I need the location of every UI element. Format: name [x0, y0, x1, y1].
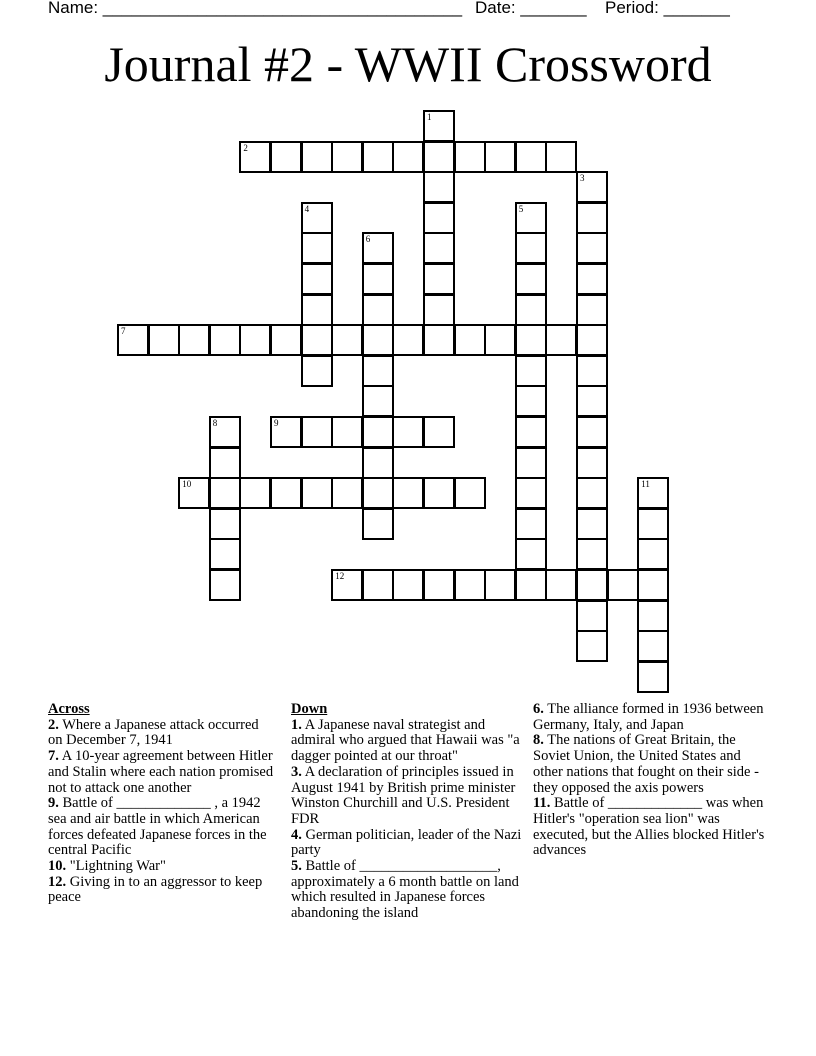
clue-number: 8. [533, 732, 544, 749]
crossword-cell[interactable] [362, 141, 394, 173]
down-clue [291, 718, 526, 765]
crossword-cell[interactable] [362, 355, 394, 387]
crossword-cell[interactable] [423, 294, 455, 326]
crossword-cell[interactable] [484, 324, 516, 356]
crossword-cell[interactable] [637, 508, 669, 540]
crossword-cell[interactable] [515, 355, 547, 387]
down-clue [291, 828, 526, 859]
clue-text: Giving in to an aggressor to keep peace [48, 873, 263, 906]
crossword-cell[interactable] [576, 263, 608, 295]
crossword-cell[interactable] [301, 477, 333, 509]
clue-number: 11. [533, 795, 551, 812]
crossword-cell[interactable] [209, 508, 241, 540]
crossword-cell[interactable] [515, 569, 547, 601]
clue-number: 9. [48, 795, 59, 812]
across-clue [48, 749, 276, 796]
crossword-cell[interactable] [362, 294, 394, 326]
down-heading: Down [291, 701, 328, 717]
crossword-cell[interactable] [576, 447, 608, 479]
crossword-cell[interactable] [301, 263, 333, 295]
crossword-cell[interactable] [301, 202, 333, 234]
crossword-cell[interactable] [301, 324, 333, 356]
crossword-cell[interactable] [331, 477, 363, 509]
crossword-cell[interactable] [576, 630, 608, 662]
crossword-cell[interactable] [637, 600, 669, 632]
crossword-cell[interactable] [209, 477, 241, 509]
crossword-cell[interactable] [362, 447, 394, 479]
crossword-cell[interactable] [576, 508, 608, 540]
across-clues [48, 702, 276, 906]
clue-number: 1 [427, 112, 432, 122]
crossword-cell[interactable] [576, 202, 608, 234]
crossword-cell[interactable] [454, 324, 486, 356]
crossword-cell[interactable] [301, 355, 333, 387]
crossword-cell[interactable] [331, 569, 363, 601]
crossword-cell[interactable] [209, 447, 241, 479]
down-clues-continued [533, 702, 773, 859]
clue-text: Battle of ___________________, approximately a 6 month battle on land which resulted in Japanese forces abandoning the island [291, 858, 519, 922]
crossword-cell[interactable] [515, 416, 547, 448]
crossword-cell[interactable] [484, 569, 516, 601]
crossword-cell[interactable] [392, 477, 424, 509]
crossword-cell[interactable] [270, 477, 302, 509]
clue-number: 4 [304, 203, 310, 214]
clue-text: A declaration of principles issued in August 1941 by British prime minister Winston Churchill and U.S. President FDR [291, 763, 516, 827]
crossword-cell[interactable] [637, 538, 669, 570]
clue-text: Battle of _____________ , a 1942 sea and air battle in which American forces defeated Japanese forces in the central Pacific [48, 795, 267, 859]
date-field-label[interactable]: Date: _______ [475, 0, 587, 17]
clue-text: "Lightning War" [66, 858, 166, 875]
crossword-cell[interactable] [239, 477, 271, 509]
crossword-cell[interactable] [148, 324, 180, 356]
crossword-cell[interactable] [392, 416, 424, 448]
clue-number: 2. [48, 716, 59, 733]
crossword-cell[interactable] [362, 232, 394, 264]
crossword-cell[interactable] [515, 263, 547, 295]
across-clue [48, 718, 276, 749]
crossword-cell[interactable] [301, 141, 333, 173]
crossword-cell[interactable] [270, 324, 302, 356]
crossword-cell[interactable] [515, 324, 547, 356]
clue-number: 3. [291, 763, 302, 780]
clue-number: 7 [121, 326, 126, 337]
down-clue-list-continued [533, 702, 773, 859]
period-field-label[interactable]: Period: _______ [605, 0, 730, 17]
clue-number: 5 [518, 203, 524, 214]
crossword-cell[interactable] [239, 324, 271, 356]
crossword-cell[interactable] [239, 141, 271, 173]
crossword-cell[interactable] [362, 477, 394, 509]
crossword-cell[interactable] [331, 416, 363, 448]
crossword-cell[interactable] [270, 141, 302, 173]
crossword-cell[interactable] [637, 569, 669, 601]
crossword-cell[interactable] [515, 294, 547, 326]
crossword-cell[interactable] [545, 141, 577, 173]
crossword-cell[interactable] [301, 232, 333, 264]
crossword-cell[interactable] [209, 569, 241, 601]
crossword-cell[interactable] [515, 202, 547, 234]
crossword-cell[interactable] [576, 477, 608, 509]
crossword-cell[interactable] [423, 202, 455, 234]
crossword-cell[interactable] [576, 324, 608, 356]
clue-number: 10 [182, 479, 192, 490]
crossword-cell[interactable] [362, 416, 394, 448]
down-clue [291, 765, 526, 828]
crossword-cell[interactable] [576, 538, 608, 570]
clue-number: 6 [365, 234, 371, 245]
crossword-cell[interactable] [454, 477, 486, 509]
down-clue [533, 796, 773, 859]
crossword-cell[interactable] [515, 477, 547, 509]
clue-number: 6. [533, 701, 544, 717]
across-clue-list [48, 718, 276, 906]
down-clues [291, 702, 526, 922]
crossword-cell[interactable] [515, 508, 547, 540]
clue-number: 3 [580, 173, 585, 184]
crossword-cell[interactable] [454, 141, 486, 173]
crossword-cell[interactable] [637, 661, 669, 693]
crossword-cell[interactable] [637, 477, 669, 509]
clue-number: 8 [212, 418, 218, 428]
down-clue-list [291, 718, 526, 922]
crossword-cell[interactable] [576, 294, 608, 326]
crossword-cell[interactable] [392, 324, 424, 356]
crossword-cell[interactable] [209, 324, 241, 356]
clue-text: Battle of _____________ was when Hitler's "operation sea lion" was executed, but the Allies blocked Hitler's advances [533, 795, 765, 859]
clue-number: 2 [243, 142, 248, 153]
clue-number: 12. [48, 873, 67, 890]
crossword-cell[interactable] [178, 324, 210, 356]
crossword-cell[interactable] [423, 477, 455, 509]
clue-text: Where a Japanese attack occurred on December 7, 1941 [48, 716, 259, 749]
crossword-cell[interactable] [362, 385, 394, 417]
crossword-cell[interactable] [576, 416, 608, 448]
clue-number: 1. [291, 716, 302, 733]
crossword-cell[interactable] [423, 324, 455, 356]
crossword-cell[interactable] [423, 232, 455, 264]
crossword-cell[interactable] [301, 294, 333, 326]
crossword-cell[interactable] [423, 141, 455, 173]
crossword-cell[interactable] [454, 569, 486, 601]
crossword-cell[interactable] [545, 569, 577, 601]
crossword-cell[interactable] [484, 141, 516, 173]
crossword-cell[interactable] [362, 263, 394, 295]
clue-number: 9 [274, 418, 279, 428]
page-title: Journal #2 - WWII Crossword [104, 36, 712, 92]
crossword-cell[interactable] [423, 171, 455, 203]
crossword-cell[interactable] [607, 569, 639, 601]
clue-text: A 10-year agreement between Hitler and Stalin where each nation promised not to attack one another [48, 748, 274, 796]
across-heading: Across [48, 701, 90, 717]
across-clue [48, 859, 276, 875]
clue-number: 12 [335, 571, 345, 581]
crossword-cell[interactable] [576, 171, 608, 203]
crossword-cell[interactable] [515, 447, 547, 479]
crossword-cell[interactable] [576, 385, 608, 417]
crossword-cell[interactable] [362, 324, 394, 356]
crossword-cell[interactable] [423, 263, 455, 295]
crossword-cell[interactable] [545, 324, 577, 356]
crossword-cell[interactable] [515, 538, 547, 570]
crossword-cell[interactable] [423, 110, 455, 142]
clue-text: The alliance formed in 1936 between Germany, Italy, and Japan [533, 701, 764, 733]
crossword-cell[interactable] [178, 477, 210, 509]
crossword-cell[interactable] [301, 416, 333, 448]
crossword-cell[interactable] [576, 355, 608, 387]
crossword-cell[interactable] [117, 324, 149, 356]
crossword-cell[interactable] [423, 416, 455, 448]
clue-number: 5. [291, 858, 302, 875]
down-clue [291, 859, 526, 922]
crossword-cell[interactable] [576, 569, 608, 601]
clue-number: 11 [641, 479, 650, 490]
crossword-cell[interactable] [392, 141, 424, 173]
crossword-cell[interactable] [515, 141, 547, 173]
crossword-cell[interactable] [209, 416, 241, 448]
crossword-cell[interactable] [331, 324, 363, 356]
clue-number: 10. [48, 858, 67, 875]
across-clue [48, 796, 276, 859]
clue-number: 7. [48, 748, 59, 765]
crossword-cell[interactable] [576, 600, 608, 632]
crossword-cell[interactable] [576, 232, 608, 264]
clue-number: 4. [291, 826, 302, 843]
across-clue [48, 875, 276, 906]
crossword-cell[interactable] [423, 569, 455, 601]
down-clue [533, 733, 773, 796]
crossword-cell[interactable] [515, 232, 547, 264]
clue-text: The nations of Great Britain, the Soviet Union, the United States and other nations that fought on their side - they opposed the axis powers [533, 732, 759, 796]
crossword-cell[interactable] [331, 141, 363, 173]
down-clue [533, 702, 773, 733]
crossword-cell[interactable] [209, 538, 241, 570]
clue-text: German politician, leader of the Nazi party [291, 826, 522, 859]
crossword-cell[interactable] [270, 416, 302, 448]
clue-text: A Japanese naval strategist and admiral who argued that Hawaii was "a dagger pointed at our throat" [291, 716, 520, 765]
crossword-cell[interactable] [362, 569, 394, 601]
crossword-cell[interactable] [637, 630, 669, 662]
name-field-label[interactable]: Name: ______________________________________ [48, 0, 463, 17]
crossword-cell[interactable] [392, 569, 424, 601]
crossword-cell[interactable] [515, 385, 547, 417]
crossword-cell[interactable] [362, 508, 394, 540]
